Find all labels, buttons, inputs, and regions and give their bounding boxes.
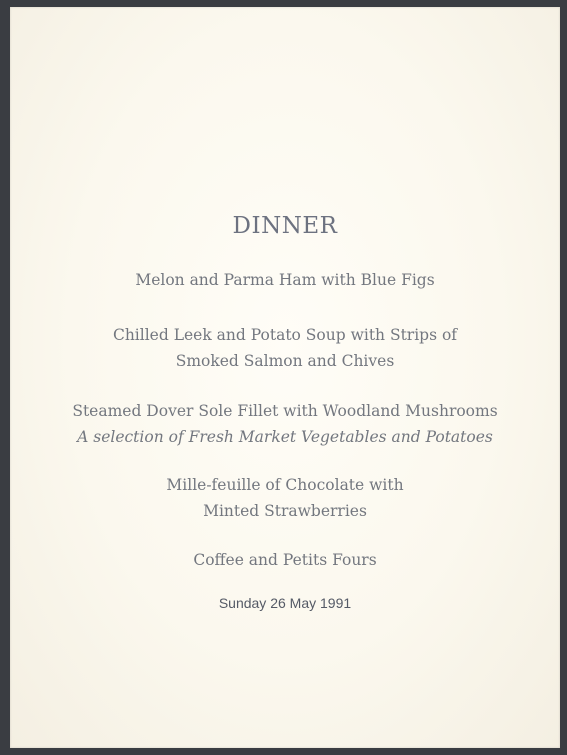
course-line-accompaniment: A selection of Fresh Market Vegetables and Potatoes bbox=[77, 428, 493, 446]
course-line: Chilled Leek and Potato Soup with Strips of bbox=[112, 326, 458, 344]
course-coffee bbox=[10, 547, 560, 573]
course-line: Mille-feuille of Chocolate with bbox=[166, 476, 404, 494]
menu-title: DINNER bbox=[232, 213, 338, 239]
course-line: Coffee and Petits Fours bbox=[193, 551, 377, 569]
course-dessert bbox=[10, 472, 560, 524]
course-line: Smoked Salmon and Chives bbox=[175, 352, 395, 370]
course-soup bbox=[10, 322, 560, 374]
course-starter bbox=[10, 267, 560, 293]
course-line: Minted Strawberries bbox=[203, 502, 367, 520]
menu-date: Sunday 26 May 1991 bbox=[218, 595, 352, 611]
menu-card bbox=[10, 7, 560, 748]
course-line: Melon and Parma Ham with Blue Figs bbox=[135, 271, 435, 289]
course-main bbox=[10, 398, 560, 450]
course-line: Steamed Dover Sole Fillet with Woodland Mushrooms bbox=[72, 402, 498, 420]
